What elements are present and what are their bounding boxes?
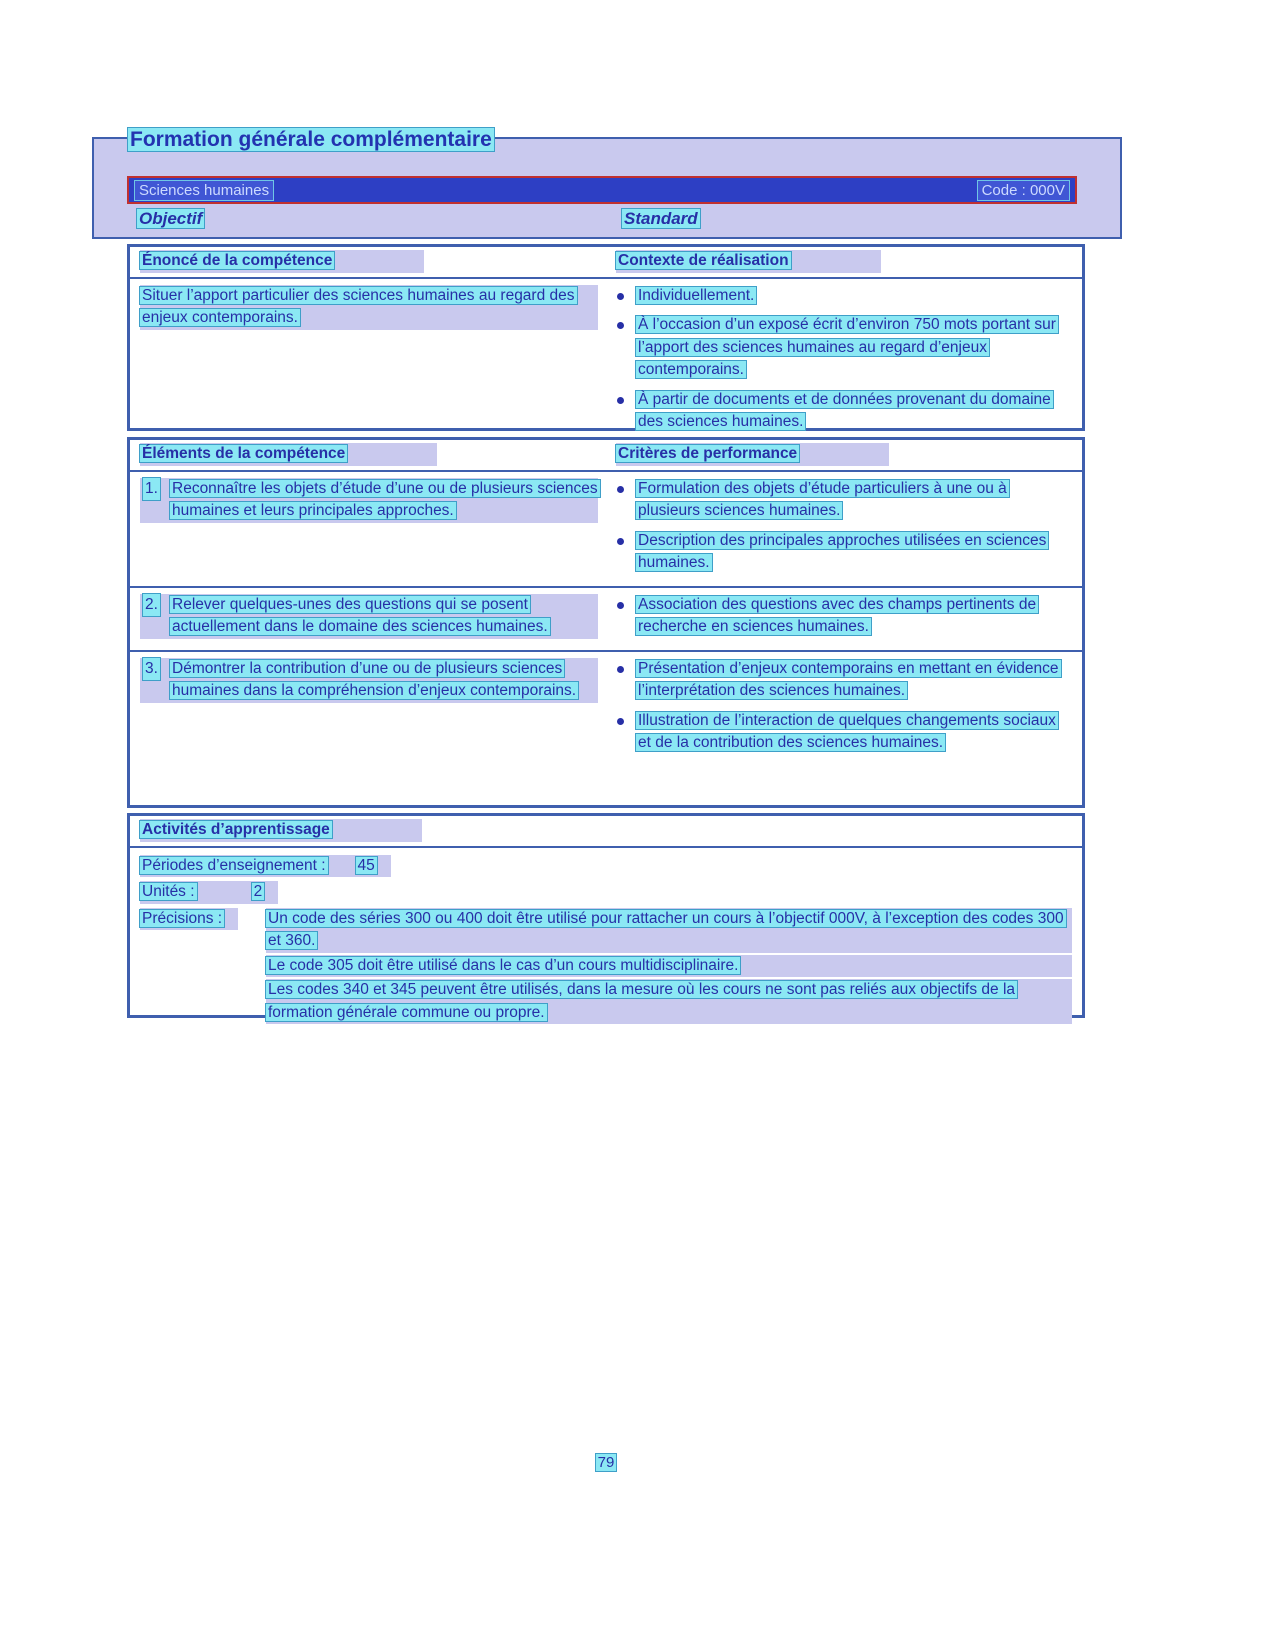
subject-banner [127, 176, 1077, 204]
table-row [130, 588, 1082, 652]
contexte-bullet-text: À partir de documents et de données provenant du domaine des sciences humaines. [638, 390, 1051, 430]
competence-table-body [130, 279, 1082, 445]
units-value: 2 [253, 883, 263, 900]
criteres-header: Critères de performance [618, 445, 798, 462]
contexte-bullet-list [608, 285, 1072, 434]
precisions-label-cell [140, 908, 266, 1027]
critere-bullet-text: Illustration de l’interaction de quelques changements sociaux et de la contribution des sciences humaines. [638, 711, 1056, 751]
element-text: Reconnaître les objets d’étude d’une ou de plusieurs sciences humaines et leurs principales approches. [172, 479, 598, 519]
criteres-cell [608, 594, 1082, 646]
element-cell [130, 594, 608, 646]
criteres-bullet-list [608, 658, 1072, 755]
precision-text: Les codes 340 et 345 peuvent être utilisés, dans la mesure où les cours ne sont pas reliés aux objectifs de la formation générale commune ou propre. [268, 981, 1016, 1021]
element-cell [130, 658, 608, 762]
element-cell [130, 478, 608, 582]
periods-row [140, 855, 1072, 878]
contexte-bullet-text: Individuellement. [638, 286, 755, 304]
precision-text: Le code 305 doit être utilisé dans le cas d’un cours multidisciplinaire. [268, 956, 739, 974]
activities-header: Activités d’apprentissage [142, 821, 330, 838]
units-row [140, 881, 1072, 904]
precision-item [266, 908, 1072, 953]
objectif-column-header [127, 208, 622, 232]
table-row [130, 472, 1082, 588]
units-label: Unités : [142, 883, 195, 900]
activities-table-body [130, 848, 1082, 1027]
activities-table [127, 813, 1085, 1021]
contexte-cell [608, 285, 1082, 441]
column-headers [127, 208, 1077, 232]
critere-bullet-text: Description des principales approches utilisées en sciences humaines. [638, 531, 1047, 571]
contexte-bullet-text: À l’occasion d’un exposé écrit d’environ 750 mots portant sur l’apport des sciences humaines au regard d’enjeux contemporains. [638, 316, 1056, 378]
competence-statement [140, 285, 598, 330]
list-item [608, 658, 1072, 703]
competence-table-header [130, 247, 1082, 279]
list-item [608, 710, 1072, 755]
elements-table-header [130, 440, 1082, 472]
standard-column-header [622, 208, 1077, 232]
elements-header: Éléments de la compétence [142, 445, 346, 462]
critere-bullet-text: Association des questions avec des champs pertinents de recherche en sciences humaines. [638, 595, 1037, 635]
element-item [140, 594, 598, 639]
list-item [608, 314, 1072, 382]
competence-statement-text: Situer l’apport particulier des sciences humaines au regard des enjeux contemporains. [142, 286, 575, 326]
activities-header-cell [130, 819, 608, 842]
activities-table-header [130, 816, 1082, 848]
precision-item [266, 955, 1072, 978]
code-label: Code : 000V [978, 181, 1069, 200]
periods-value: 45 [357, 856, 375, 874]
precisions-row [140, 908, 1072, 1027]
criteres-bullet-list [608, 594, 1072, 639]
criteres-cell [608, 658, 1082, 762]
criteres-header-cell [608, 443, 1082, 466]
precisions-text-cell [266, 908, 1072, 1027]
page-title-text: Formation générale complémentaire [130, 128, 492, 151]
page-number [127, 1452, 1085, 1475]
list-item [608, 594, 1072, 639]
element-number: 3. [143, 658, 160, 681]
standard-label: Standard [624, 209, 698, 228]
criteres-cell [608, 478, 1082, 582]
table-row [130, 652, 1082, 766]
element-text: Démontrer la contribution d’une ou de plusieurs sciences humaines dans la compréhension d’enjeux contemporains. [172, 659, 577, 699]
precisions-label: Précisions : [142, 909, 223, 927]
precision-item [266, 979, 1072, 1024]
competence-table [127, 244, 1085, 431]
contexte-header: Contexte de réalisation [618, 252, 789, 269]
enonce-header: Énoncé de la compétence [142, 252, 333, 269]
objectif-label: Objectif [139, 209, 203, 228]
element-number: 1. [143, 478, 160, 501]
page-title [128, 127, 494, 153]
list-item [608, 389, 1072, 434]
critere-bullet-text: Formulation des objets d’étude particuliers à une ou à plusieurs sciences humaines. [638, 479, 1007, 519]
element-text: Relever quelques-unes des questions qui se posent actuellement dans le domaine des sciences humaines. [172, 595, 548, 635]
elements-header-cell [130, 443, 608, 466]
criteres-bullet-list [608, 478, 1072, 575]
list-item [608, 530, 1072, 575]
element-number: 2. [143, 594, 160, 617]
subject-label: Sciences humaines [135, 181, 273, 200]
element-item [140, 658, 598, 703]
contexte-header-cell [608, 250, 1082, 273]
elements-table [127, 437, 1085, 808]
periods-label: Périodes d’enseignement : [142, 856, 326, 874]
precision-text: Un code des séries 300 ou 400 doit être utilisé pour rattacher un cours à l’objectif 000V, à l’exception des codes 300 et 360. [268, 909, 1064, 949]
enonce-header-cell [130, 250, 608, 273]
competence-statement-cell [130, 285, 608, 441]
list-item [608, 285, 1072, 308]
critere-bullet-text: Présentation d’enjeux contemporains en mettant en évidence l’interprétation des sciences humaines. [638, 659, 1059, 699]
page-number-text: 79 [597, 1454, 615, 1471]
element-item [140, 478, 598, 523]
list-item [608, 478, 1072, 523]
